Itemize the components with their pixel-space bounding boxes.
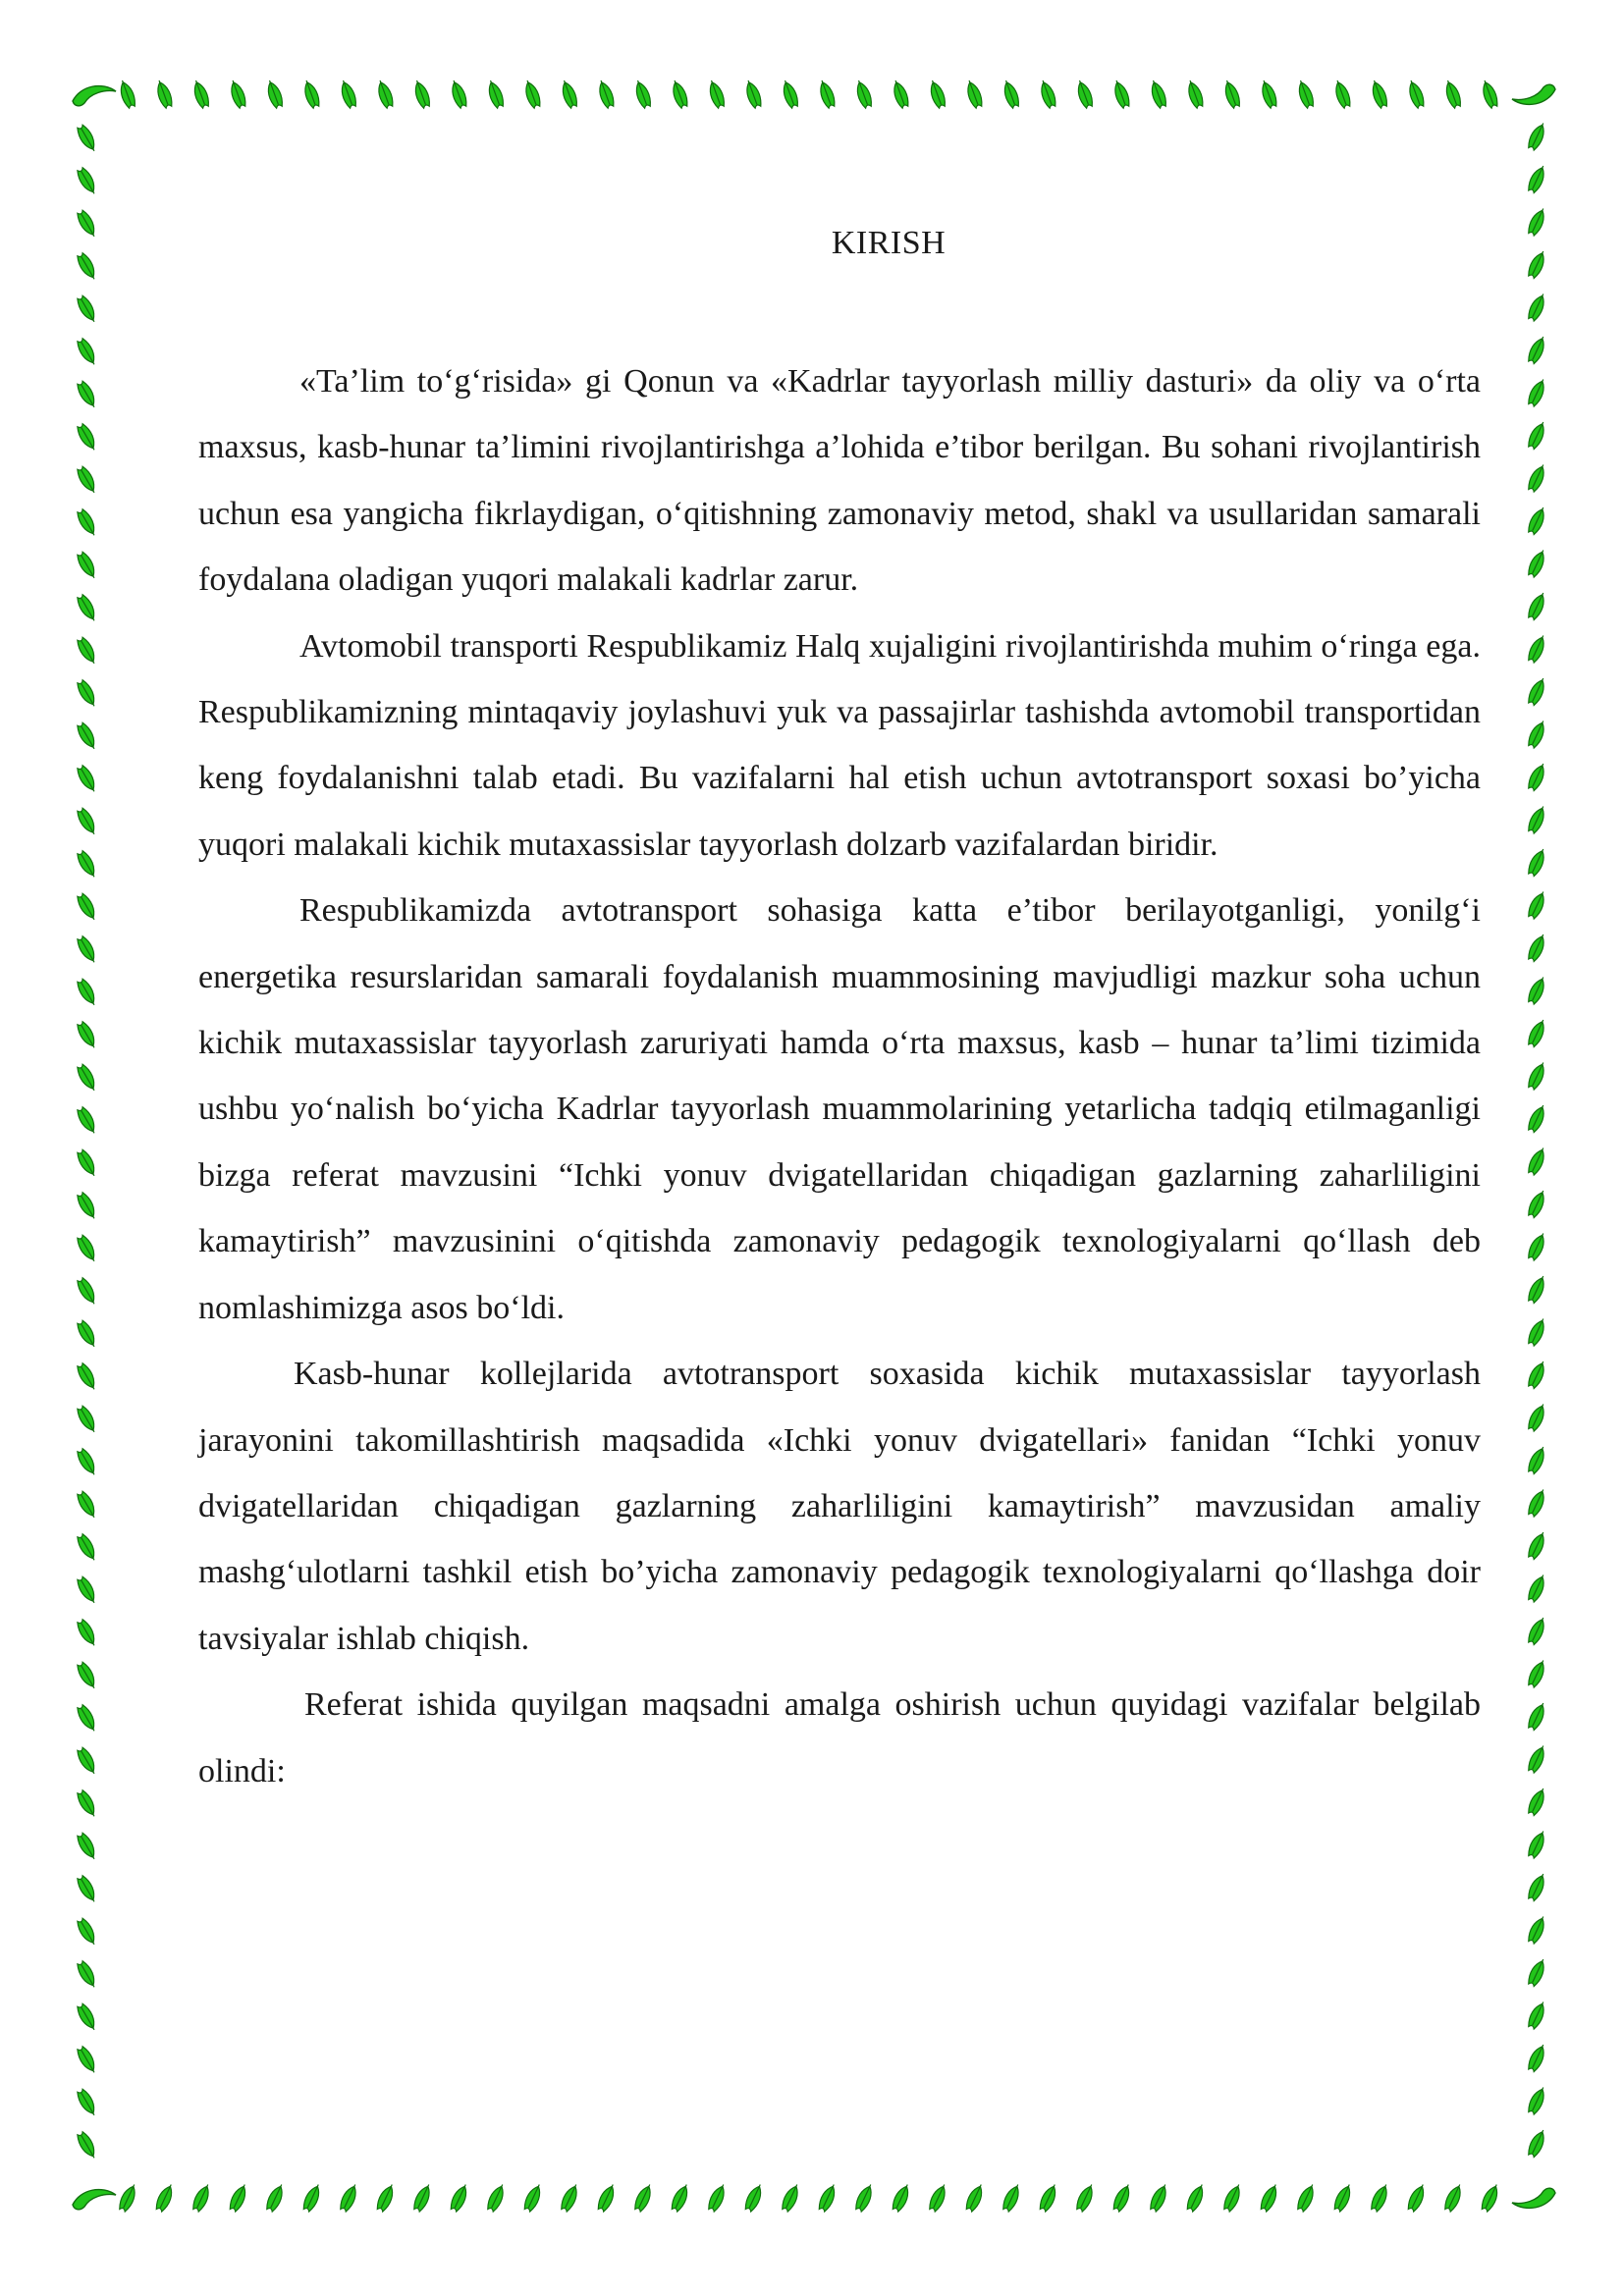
border-leaf-bottom <box>559 2182 581 2213</box>
border-leaf-top <box>485 79 506 109</box>
border-leaf-top <box>1480 79 1500 109</box>
border-leaf-top <box>1185 79 1206 109</box>
border-leaf-top <box>706 79 727 109</box>
border-leaf-right <box>1526 676 1548 707</box>
border-leaf-left <box>75 1661 99 1691</box>
border-leaf-left <box>75 1105 99 1136</box>
border-leaf-right <box>1526 506 1548 536</box>
border-leaf-right <box>1526 1530 1548 1561</box>
border-leaf-right <box>1526 548 1548 578</box>
border-leaf-top <box>780 79 800 109</box>
border-leaf-right <box>1526 975 1548 1005</box>
border-leaf-left <box>75 1020 99 1050</box>
border-corner-bottom-left <box>73 2190 116 2210</box>
border-leaf-bottom <box>154 2182 177 2213</box>
border-leaf-right <box>1526 1360 1548 1390</box>
border-leaf-top <box>1001 79 1021 109</box>
border-leaf-left <box>75 636 99 667</box>
border-leaf-left <box>75 507 99 538</box>
border-leaf-bottom <box>927 2182 949 2213</box>
border-leaf-bottom <box>1148 2182 1170 2213</box>
border-leaf-top <box>522 79 543 109</box>
border-leaf-top <box>338 79 358 109</box>
border-leaf-left <box>75 678 99 709</box>
border-leaf-top <box>117 79 137 109</box>
border-leaf-right <box>1526 633 1548 664</box>
border-leaf-bottom <box>1221 2182 1244 2213</box>
border-leaf-right <box>1526 2043 1548 2073</box>
border-leaf-left <box>75 849 99 880</box>
border-leaf-bottom <box>964 2182 987 2213</box>
border-leaf-left <box>75 892 99 923</box>
border-leaf-bottom <box>632 2182 655 2213</box>
border-leaf-right <box>1526 1914 1548 1945</box>
border-leaf-bottom <box>1369 2182 1391 2213</box>
border-leaf-top <box>1038 79 1058 109</box>
border-leaf-right <box>1526 1189 1548 1219</box>
border-leaf-left <box>75 1746 99 1777</box>
border-leaf-right <box>1526 2085 1548 2115</box>
border-leaf-top <box>190 79 211 109</box>
paragraph-2: Avtomobil transporti Respublikamiz Halq xujaligini rivojlantirishda muhim o‘ringa ega. Respublikamizning mintaqaviy joylashuvi yuk va passajirlar tashishda avtomobil transportidan keng foydalanishni talab etadi. Bu vazifalarni hal etish uchun avtotransport soxasi bo’yicha yuqori malakali kichik mutaxassislar tayyorlash dolzarb vazifalardan biridir. <box>198 627 1481 863</box>
border-leaf-bottom <box>264 2182 287 2213</box>
border-leaf-top <box>1295 79 1316 109</box>
border-leaf-left <box>75 1532 99 1563</box>
border-leaf-left <box>75 1490 99 1521</box>
border-leaf-bottom <box>853 2182 876 2213</box>
border-leaf-bottom <box>1332 2182 1355 2213</box>
border-leaf-bottom <box>743 2182 766 2213</box>
border-leaf-bottom <box>1442 2182 1465 2213</box>
border-leaf-left <box>75 1959 99 1990</box>
border-leaf-left <box>75 1447 99 1477</box>
border-leaf-right <box>1526 1872 1548 1902</box>
paragraph-5: Referat ishida quyilgan maqsadni amalga oshirish uchun quyidagi vazifalar belgilab olindi: <box>198 1686 1481 1789</box>
border-leaf-top <box>596 79 617 109</box>
border-leaf-left <box>75 1832 99 1862</box>
border-leaf-left <box>75 1703 99 1734</box>
border-leaf-left <box>75 2088 99 2118</box>
border-leaf-bottom <box>1406 2182 1429 2213</box>
border-leaf-top <box>375 79 396 109</box>
border-corner-bottom-right <box>1512 2188 1555 2208</box>
border-leaf-top <box>891 79 911 109</box>
border-leaf-bottom <box>301 2182 324 2213</box>
border-leaf-right <box>1526 1573 1548 1603</box>
border-leaf-left <box>75 251 99 282</box>
border-leaf-top <box>264 79 285 109</box>
border-leaf-left <box>75 593 99 623</box>
border-leaf-left <box>75 1362 99 1392</box>
border-leaf-top <box>1148 79 1168 109</box>
border-leaf-right <box>1526 1146 1548 1176</box>
paragraph-1: «Ta’lim to‘g‘risida» gi Qonun va «Kadrlar tayyorlash milliy dasturi» da oliy va o‘rta maxsus, kasb-hunar ta’limini rivojlantirishga a’lohida e’tibor berilgan. Bu sohani rivojlantirish uchun esa yangicha fikrlaydigan, o‘qitishning zamonaviy metod, shakl va usullaridan samarali foydalana oladigan yuqori malakali kadrlar zarur. <box>198 363 1481 599</box>
border-leaf-right <box>1526 420 1548 451</box>
border-leaf-right <box>1526 2000 1548 2030</box>
border-leaf-bottom <box>338 2182 360 2213</box>
border-leaf-left <box>75 1234 99 1264</box>
border-leaf-right <box>1526 804 1548 834</box>
border-leaf-bottom <box>228 2182 250 2213</box>
border-leaf-bottom <box>706 2182 729 2213</box>
border-leaf-left <box>75 166 99 196</box>
border-leaf-bottom <box>817 2182 839 2213</box>
border-leaf-bottom <box>1001 2182 1023 2213</box>
border-leaf-left <box>75 1276 99 1307</box>
border-leaf-right <box>1526 1274 1548 1305</box>
border-leaf-bottom <box>891 2182 913 2213</box>
border-leaf-left <box>75 1618 99 1648</box>
border-leaf-left <box>75 934 99 965</box>
border-leaf-right <box>1526 933 1548 963</box>
paragraph-3: Respublikamizda avtotransport sohasiga katta e’tibor berilayotganligi, yonilg‘i energetika resurslaridan samarali foydalanish muammosining mavjudligi mazkur soha uchun kichik mutaxassislar tayyorlash zaruriyati hamda o‘rta maxsus, kasb – hunar ta’limi tizimida ushbu yo‘nalish bo‘yicha Kadrlar tayyorlash muammolarining yetarlicha tadqiq etilmaganligi bizga referat mavzusini “Ichki yonuv dvigatellaridan chiqadigan gazlarning zaharliligini kamaytirish” mavzusinini o‘qitishda zamonaviy pedagogik texnologiyalarni qo‘llash deb nomlashimizga asos bo‘ldi. <box>198 892 1481 1326</box>
border-corner-top-left <box>73 86 116 106</box>
border-leaf-bottom <box>1259 2182 1281 2213</box>
border-leaf-right <box>1526 719 1548 749</box>
border-leaf-top <box>1369 79 1389 109</box>
border-leaf-right <box>1526 1018 1548 1048</box>
border-leaf-right <box>1526 847 1548 878</box>
border-leaf-right <box>1526 1060 1548 1091</box>
border-leaf-top <box>1332 79 1353 109</box>
border-leaf-bottom <box>485 2182 508 2213</box>
border-leaf-left <box>75 764 99 794</box>
page-title: KIRISH <box>831 225 947 261</box>
border-leaf-top <box>817 79 838 109</box>
border-leaf-top <box>1074 79 1095 109</box>
border-leaf-right <box>1526 1829 1548 1859</box>
border-leaf-bottom <box>411 2182 434 2213</box>
border-leaf-left <box>75 294 99 325</box>
border-corner-top-right <box>1512 84 1555 104</box>
border-leaf-bottom <box>1185 2182 1208 2213</box>
border-leaf-left <box>75 337 99 367</box>
border-leaf-right <box>1526 1787 1548 1817</box>
border-leaf-left <box>75 1191 99 1221</box>
border-leaf-left <box>75 422 99 453</box>
border-leaf-top <box>853 79 874 109</box>
document-body <box>198 348 1481 1804</box>
border-leaf-top <box>964 79 985 109</box>
border-leaf-right <box>1526 762 1548 792</box>
border-leaf-left <box>75 1319 99 1350</box>
border-leaf-top <box>1406 79 1427 109</box>
border-leaf-right <box>1526 335 1548 365</box>
border-leaf-right <box>1526 2128 1548 2159</box>
border-leaf-left <box>75 1405 99 1435</box>
border-leaf-top <box>743 79 764 109</box>
border-leaf-left <box>75 465 99 496</box>
border-leaf-top <box>154 79 175 109</box>
border-leaf-right <box>1526 164 1548 194</box>
border-leaf-right <box>1526 1743 1548 1774</box>
border-leaf-top <box>670 79 690 109</box>
border-leaf-bottom <box>117 2182 139 2213</box>
border-leaf-right <box>1526 121 1548 151</box>
border-leaf-bottom <box>596 2182 619 2213</box>
border-leaf-right <box>1526 1231 1548 1261</box>
border-leaf-right <box>1526 292 1548 322</box>
border-leaf-left <box>75 1917 99 1948</box>
border-leaf-bottom <box>670 2182 692 2213</box>
border-leaf-right <box>1526 1445 1548 1475</box>
border-leaf-top <box>411 79 432 109</box>
border-leaf-left <box>75 1148 99 1179</box>
border-leaf-bottom <box>522 2182 545 2213</box>
border-leaf-right <box>1526 1316 1548 1347</box>
border-leaf-left <box>75 1063 99 1094</box>
border-leaf-top <box>228 79 248 109</box>
border-leaf-bottom <box>190 2182 213 2213</box>
border-leaf-left <box>75 978 99 1008</box>
border-leaf-top <box>1111 79 1132 109</box>
border-leaf-top <box>559 79 579 109</box>
border-leaf-left <box>75 1874 99 1904</box>
border-leaf-left <box>75 1575 99 1606</box>
border-leaf-right <box>1526 591 1548 621</box>
border-leaf-top <box>1221 79 1242 109</box>
border-leaf-bottom <box>1480 2182 1502 2213</box>
border-leaf-left <box>75 124 99 154</box>
border-leaf-right <box>1526 1103 1548 1134</box>
border-leaf-top <box>927 79 947 109</box>
border-leaf-left <box>75 209 99 240</box>
border-leaf-bottom <box>1038 2182 1060 2213</box>
border-leaf-left <box>75 1789 99 1819</box>
border-leaf-top <box>1259 79 1279 109</box>
border-leaf-right <box>1526 1487 1548 1518</box>
border-leaf-right <box>1526 1701 1548 1732</box>
border-leaf-left <box>75 380 99 410</box>
border-leaf-left <box>75 721 99 752</box>
border-leaf-bottom <box>780 2182 802 2213</box>
border-leaf-right <box>1526 462 1548 493</box>
border-leaf-left <box>75 807 99 837</box>
border-leaf-left <box>75 2045 99 2075</box>
border-leaf-right <box>1526 1402 1548 1432</box>
paragraph-4: Kasb-hunar kollejlarida avtotransport soxasida kichik mutaxassislar tayyorlash jarayonini takomillashtirish maqsadida «Ichki yonuv dvigatellari» fanidan “Ichki yonuv dvigatellaridan chiqadigan gazlarning zaharliligini kamaytirish” mavzusidan amaliy mashg‘ulotlarni tashkil etish bo’yicha zamonaviy pedagogik texnologiyalarni qo‘llashga doir tavsiyalar ishlab chiqish. <box>198 1356 1481 1657</box>
border-leaf-left <box>75 2130 99 2161</box>
border-leaf-left <box>75 551 99 581</box>
border-leaf-top <box>1442 79 1463 109</box>
border-leaf-bottom <box>375 2182 398 2213</box>
border-leaf-bottom <box>1295 2182 1318 2213</box>
border-leaf-top <box>632 79 653 109</box>
border-leaf-top <box>301 79 322 109</box>
border-leaf-bottom <box>1111 2182 1134 2213</box>
border-leaf-right <box>1526 1616 1548 1646</box>
border-leaf-right <box>1526 1658 1548 1688</box>
border-leaf-top <box>449 79 469 109</box>
border-leaf-bottom <box>449 2182 471 2213</box>
border-leaf-bottom <box>1074 2182 1097 2213</box>
border-leaf-right <box>1526 377 1548 407</box>
border-leaf-left <box>75 2002 99 2033</box>
border-leaf-right <box>1526 1957 1548 1988</box>
border-leaf-right <box>1526 889 1548 920</box>
